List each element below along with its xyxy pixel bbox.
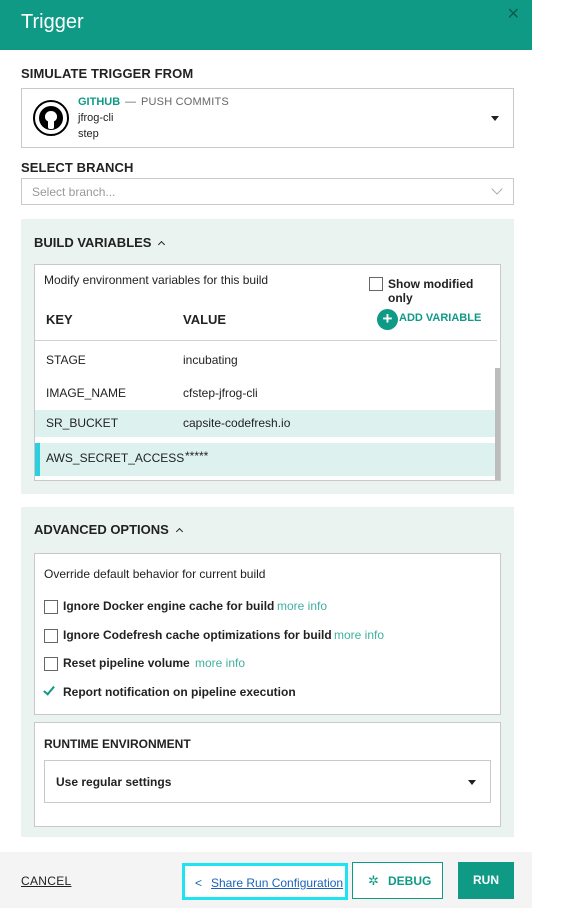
debug-button[interactable] bbox=[352, 862, 443, 899]
show-modified-label: Show modified only bbox=[388, 277, 474, 305]
option-label: Reset pipeline volume bbox=[63, 656, 190, 670]
build-variables-toggle[interactable] bbox=[34, 235, 164, 250]
share-run-configuration-label: Share Run Configuration bbox=[211, 876, 344, 890]
variable-value[interactable]: incubating bbox=[183, 353, 238, 367]
variable-key: AWS_SECRET_ACCESS bbox=[46, 451, 185, 465]
trigger-step: step bbox=[78, 128, 99, 140]
checkmark-icon bbox=[43, 683, 55, 695]
variables-scrollbar[interactable] bbox=[495, 368, 500, 480]
key-column-header: KEY bbox=[46, 312, 73, 327]
variable-value[interactable]: ***** bbox=[185, 449, 209, 463]
chevron-up-icon bbox=[158, 241, 165, 248]
options-description: Override default behavior for current build bbox=[44, 567, 266, 581]
table-row[interactable] bbox=[35, 443, 495, 476]
more-info-link[interactable]: more info bbox=[277, 599, 328, 613]
trigger-select[interactable] bbox=[21, 88, 514, 148]
bug-icon: ✲ bbox=[368, 873, 379, 888]
github-icon bbox=[33, 100, 69, 136]
build-variables-title: BUILD VARIABLES bbox=[34, 235, 152, 250]
row-selected-marker bbox=[35, 443, 40, 476]
variables-table bbox=[34, 264, 501, 481]
value-column-header: VALUE bbox=[183, 312, 227, 327]
select-branch-label: SELECT BRANCH bbox=[21, 160, 134, 175]
caret-down-icon bbox=[468, 780, 476, 785]
trigger-event: PUSH COMMITS bbox=[141, 96, 229, 108]
table-divider bbox=[35, 340, 497, 341]
runtime-selected-value: Use regular settings bbox=[56, 775, 172, 789]
ignore-docker-cache-checkbox[interactable] bbox=[44, 600, 58, 614]
advanced-options-toggle[interactable] bbox=[34, 522, 182, 537]
branch-select[interactable] bbox=[21, 178, 514, 205]
chevron-down-icon bbox=[491, 183, 502, 194]
options-box bbox=[34, 553, 501, 715]
run-button[interactable] bbox=[458, 862, 514, 899]
variable-value[interactable]: cfstep-jfrog-cli bbox=[183, 386, 258, 400]
share-icon: < bbox=[195, 876, 203, 890]
branch-placeholder: Select branch... bbox=[32, 185, 116, 199]
add-variable-label: ADD VARIABLE bbox=[399, 312, 482, 324]
build-variables-section bbox=[21, 219, 514, 494]
option-label: Ignore Docker engine cache for build bbox=[63, 599, 275, 613]
variable-value[interactable]: capsite-codefresh.io bbox=[183, 416, 291, 430]
chevron-up-icon bbox=[176, 528, 183, 535]
more-info-link[interactable]: more info bbox=[195, 656, 246, 670]
show-modified-checkbox[interactable] bbox=[369, 277, 383, 291]
runtime-environment-box bbox=[34, 722, 501, 827]
variable-key: STAGE bbox=[46, 353, 86, 367]
trigger-repo: jfrog-cli bbox=[78, 112, 114, 124]
option-label: Report notification on pipeline execution bbox=[63, 685, 296, 699]
variables-description: Modify environment variables for this build bbox=[44, 273, 269, 287]
advanced-options-title: ADVANCED OPTIONS bbox=[34, 522, 169, 537]
debug-label: DEBUG bbox=[388, 874, 432, 888]
option-label: Ignore Codefresh cache optimizations for build bbox=[63, 628, 332, 642]
more-info-link[interactable]: more info bbox=[334, 628, 385, 642]
reset-volume-checkbox[interactable] bbox=[44, 657, 58, 671]
table-row[interactable] bbox=[35, 410, 495, 437]
variable-key: IMAGE_NAME bbox=[46, 386, 127, 400]
plus-circle-icon: + bbox=[377, 309, 398, 330]
variable-key: SR_BUCKET bbox=[46, 416, 119, 430]
panel-title: Trigger bbox=[21, 11, 84, 33]
caret-down-icon bbox=[491, 116, 499, 121]
close-icon[interactable]: ✕ bbox=[506, 6, 520, 23]
report-notification-checkbox[interactable] bbox=[44, 686, 58, 700]
runtime-environment-select[interactable] bbox=[44, 760, 491, 803]
ignore-codefresh-cache-checkbox[interactable] bbox=[44, 629, 58, 643]
share-run-configuration-button[interactable] bbox=[182, 863, 348, 900]
advanced-options-section bbox=[21, 507, 514, 837]
trigger-separator: — bbox=[125, 96, 136, 108]
run-label: RUN bbox=[473, 873, 499, 887]
table-row[interactable] bbox=[35, 344, 495, 377]
runtime-environment-title: RUNTIME ENVIRONMENT bbox=[44, 737, 191, 751]
panel-header bbox=[0, 0, 532, 50]
simulate-trigger-label: SIMULATE TRIGGER FROM bbox=[21, 66, 194, 81]
cancel-button[interactable]: CANCEL bbox=[21, 874, 72, 888]
panel-footer bbox=[0, 852, 532, 908]
table-row[interactable] bbox=[35, 377, 495, 410]
trigger-provider: GITHUB bbox=[78, 96, 121, 108]
